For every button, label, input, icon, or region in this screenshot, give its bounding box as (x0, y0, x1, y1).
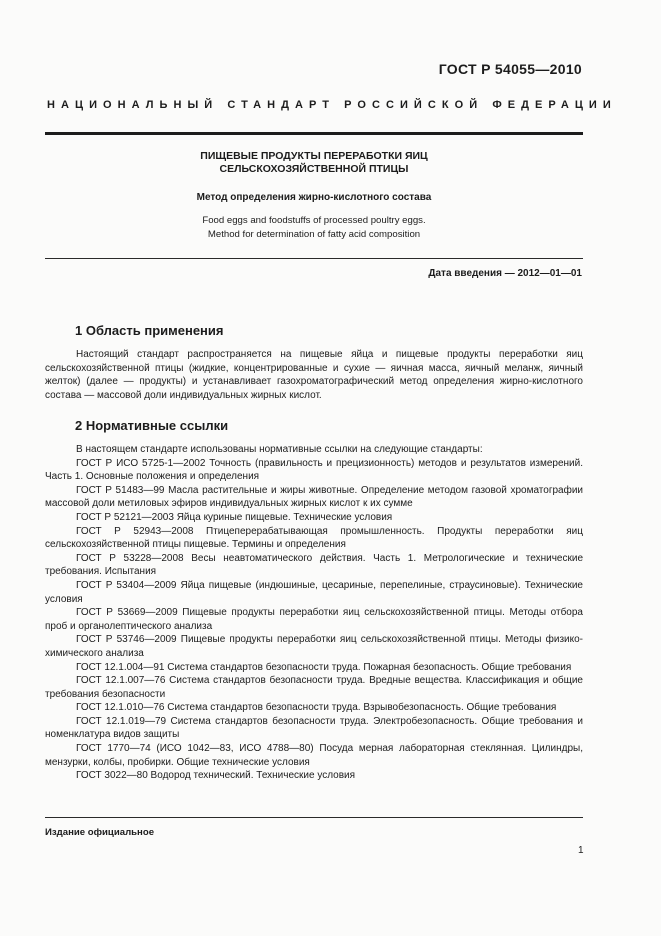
reference-item: ГОСТ Р 53404—2009 Яйца пищевые (индюшиные, цесариные, перепелиные, страусиновые). Технические условия (45, 579, 583, 605)
references-intro: В настоящем стандарте использованы нормативные ссылки на следующие стандарты: (76, 444, 483, 455)
reference-item: ГОСТ 3022—80 Водород технический. Технические условия (76, 770, 356, 782)
title-line-1: ПИЩЕВЫЕ ПРОДУКТЫ ПЕРЕРАБОТКИ ЯИЦ (200, 150, 428, 162)
reference-item: ГОСТ Р 51483—99 Масла растительные и жиры животные. Определение методом газовой хроматографии массовой доли метиловых эфиров индивидуальных жирных кислот к их сумме (45, 484, 583, 510)
document-code: ГОСТ Р 54055—2010 (438, 61, 582, 77)
reference-item: ГОСТ Р 53669—2009 Пищевые продукты переработки яиц сельскохозяйственной птицы. Методы отбора проб и органолептического анализа (45, 607, 583, 632)
section-2-body (45, 443, 583, 783)
reference-item: ГОСТ 12.1.004—91 Система стандартов безопасности труда. Пожарная безопасность. Общие требования (76, 661, 572, 673)
footer-rule (45, 817, 583, 818)
header-rule (45, 132, 583, 135)
reference-item: ГОСТ 12.1.010—76 Система стандартов безопасности труда. Взрывобезопасность. Общие требования (76, 702, 557, 714)
reference-item: ГОСТ Р 52121—2003 Яйца куриные пищевые. Технические условия (76, 511, 393, 523)
title-line-2: СЕЛЬСКОХОЗЯЙСТВЕННОЙ ПТИЦЫ (219, 163, 409, 175)
section-1-paragraph: Настоящий стандарт распространяется на пищевые яйца и пищевые продукты переработки яиц сельскохозяйственной птицы (жидкие, концентрированные и сухие — яичная масса, яичный меланж, яичный желток) (далее — продукты) и устанавливает газохроматографический метод определения жирно-кислотного состава — массовой доли индивидуальных жирных кислот. (45, 349, 583, 401)
english-title-line-2: Method for determination of fatty acid composition (207, 229, 421, 240)
section-1-body (45, 348, 583, 402)
section-2-heading: 2 Нормативные ссылки (75, 418, 229, 433)
reference-item: ГОСТ 12.1.019—79 Система стандартов безопасности труда. Электробезопасность. Общие требования и номенклатура видов защиты (45, 715, 583, 741)
document-title (45, 150, 583, 176)
section-1-heading: 1 Область применения (75, 323, 224, 338)
official-edition-label: Издание официальное (45, 827, 155, 838)
reference-item: ГОСТ 1770—74 (ИСО 1042—83, ИСО 4788—80) Посуда мерная лабораторная стеклянная. Цилиндры, мензурки, колбы, пробирки. Общие технические условия (45, 743, 583, 768)
english-title-line-1: Food eggs and foodstuffs of processed poultry eggs. (202, 215, 426, 226)
page-number: 1 (578, 845, 584, 856)
english-title (45, 214, 583, 242)
introduction-date: Дата введения — 2012—01—01 (428, 268, 582, 279)
reference-item: ГОСТ 12.1.007—76 Система стандартов безопасности труда. Вредные вещества. Классификация и общие требования безопасности (45, 675, 583, 700)
national-standard-banner: НАЦИОНАЛЬНЫЙ СТАНДАРТ РОССИЙСКОЙ ФЕДЕРАЦИИ (47, 99, 617, 111)
reference-item: ГОСТ Р 53228—2008 Весы неавтоматического действия. Часть 1. Метрологические и технические требования. Испытания (45, 552, 583, 578)
document-subtitle: Метод определения жирно-кислотного состава (196, 192, 432, 203)
reference-item: ГОСТ Р ИСО 5725-1—2002 Точность (правильность и прецизионность) методов и результатов измерений. Часть 1. Основные положения и определения (45, 457, 583, 483)
title-divider (45, 258, 583, 259)
reference-item: ГОСТ Р 53746—2009 Пищевые продукты переработки яиц сельскохозяйственной птицы. Методы физико-химического анализа (45, 634, 583, 659)
reference-item: ГОСТ Р 52943—2008 Птицеперерабатывающая промышленность. Продукты переработки яиц сельскохозяйственной птицы пищевые. Термины и определения (45, 525, 583, 551)
